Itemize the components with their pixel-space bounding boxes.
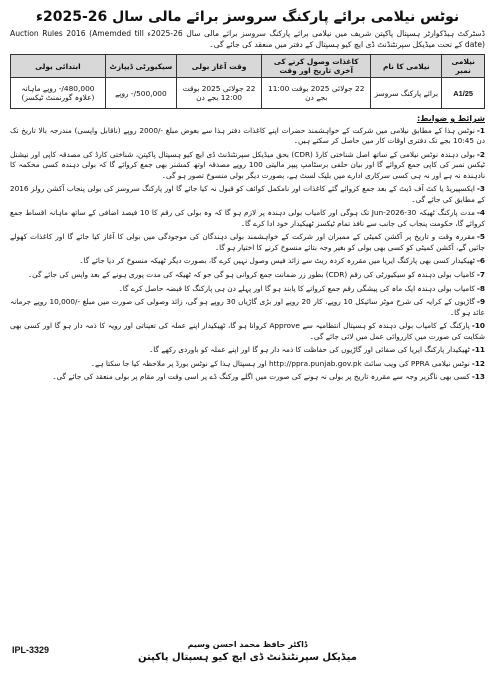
notice-title: نوٹس نیلامی برائے پارکنگ سروسز برائے مالی سال 26-2025ء xyxy=(35,9,460,25)
term-text: ٹھیکیدار پارکنگ ایریا کی صفائی اور گاڑیوں کی حفاظت کا ذمہ دار ہو گا اور اپنے عملہ کو باوردی رکھے گا۔ xyxy=(149,345,470,355)
list-item xyxy=(10,232,485,253)
term-text: کامیاب بولی دہندہ ایک ماہ کی پیشگی رقم جمع کروانے کا پابند ہو گا اور پہلے دن ہی پارکنگ کا قبضہ حاصل کرے گا۔ xyxy=(118,283,475,293)
term-number: 10- xyxy=(471,321,485,331)
signature-block xyxy=(0,639,495,665)
term-number: 7- xyxy=(476,270,485,279)
tender-table xyxy=(10,54,485,109)
signatory-name: ڈاکٹر حافظ محمد احسن وسیم xyxy=(187,640,308,649)
term-text: کامیاب بولی دہندہ کو سیکیورٹی کی رقم (CDR) بطور زر ضمانت جمع کروانی ہو گی جو کہ ٹھیکہ کی مدت پوری ہونے کے بعد واپس کی جائے گی۔ xyxy=(27,270,475,279)
term-text: پارکنگ کے کامیاب بولی دہندہ کو ہسپتال انتظامیہ سے Approve کروانا ہو گا، ٹھیکیدار اپنے عملہ کی تعیناتی اور رویہ کا ذمہ دار ہو گا اور کسی بھی شکایت کی صورت میں کارروائی عمل میں لائی جائے گی۔ xyxy=(10,321,485,341)
list-item xyxy=(10,150,485,181)
header-auction-no: نیلامی نمبر xyxy=(442,55,485,78)
term-text: ایکسپیریڈ یا کٹ آف ڈیٹ کے بعد جمع کروائے گئے کاغذات اور نامکمل کوائف کو قبول نہ کیا جائے گا اور پارکنگ سروسز کی بولی پنجاب آکشن رولز 2016 کے مطابق کی جائے گی۔ xyxy=(10,184,485,204)
term-text: نوٹس نیلامی PPRA کی ویب سائٹ http://ppra.punjab.gov.pk اور ہسپتال ہذا کے نوٹس بورڈ پر ملاحظہ کیا جا سکتا ہے۔ xyxy=(90,358,470,368)
tender-table-header xyxy=(11,55,485,78)
list-item xyxy=(10,321,485,342)
cell-security-deposit: 500,000/- روپے xyxy=(105,78,176,109)
term-text: مدت پارکنگ ٹھیکہ 30-Jun-2026 تک ہوگی اور کامیاب بولی دہندہ پر لازم ہو گا کہ وہ بولی کی رقم کا 10 فیصد اضافی کے ساتھ ماہانہ اقساط جمع کروائے گا، حکومت پنجاب کی جانب سے نافذ تمام ٹیکسز ٹھیکیدار خود ادا کرے گا۔ xyxy=(10,208,485,228)
list-item xyxy=(10,372,485,382)
signatory-title: میڈیکل سپرنٹنڈنٹ ڈی ایچ کیو ہسپتال پاکپتن xyxy=(138,652,357,663)
term-text: بولی دہندہ نوٹس نیلامی کے ساتھ اصل شناختی کارڈ (CDR) بحق میڈیکل سپرنٹنڈنٹ ڈی ایچ کیو ہسپتال پاکپتن، شناختی کارڈ کی مصدقہ کاپی اور نیشنل ٹیکس نمبر کی کاپی جمع کروائے گا اور بیان حلفی برسٹامپ پیپر مالیتی 100 روپے مصدقہ اوتھ کمشنر بھی جمع کروائے گا کہ بولی دہندہ کسی محکمہ کا نادہندہ نہ ہے اور نہ ہی کسی سرکاری ادارے میں بلیک لسٹ ہے، بصورت دیگر بولی منسوخ تصور ہو گی۔ xyxy=(10,150,485,180)
table-row xyxy=(11,78,485,109)
notice-intro: ڈسٹرکٹ ہیڈکوارٹر ہسپتال پاکپتن شریف میں نیلامی برائے پارکنگ سروسز برائے مالی سال 26-2025ء Auction Rules 2016 (Amemded till date) کے تحت میڈیکل سپرنٹنڈنٹ ڈی ایچ کیو ہسپتال کے دفتر میں منعقد کی جائے گی۔ xyxy=(10,29,485,49)
term-number: 5- xyxy=(476,232,485,242)
term-number: 4- xyxy=(476,208,485,218)
term-number: 12- xyxy=(471,358,485,368)
header-auction-name: نیلامی کا نام xyxy=(371,55,442,78)
terms-list xyxy=(10,126,485,383)
term-number: 2- xyxy=(476,150,485,159)
list-item xyxy=(10,297,485,318)
list-item xyxy=(10,126,485,147)
header-deadline: کاغذات وصول کرنے کی آخری تاریخ اور وقت xyxy=(262,55,371,78)
term-number: 3- xyxy=(476,184,485,194)
header-initial-bid: ابتدائی بولی xyxy=(11,55,106,78)
term-number: 6- xyxy=(476,256,485,266)
term-number: 13- xyxy=(471,372,485,382)
list-item xyxy=(10,345,485,355)
cell-auction-name: برائے پارکنگ سروسز xyxy=(371,78,442,109)
list-item xyxy=(10,184,485,205)
list-item xyxy=(10,256,485,266)
list-item xyxy=(10,208,485,229)
cell-start-time: 22 جولائی 2025 بوقت 12:00 بجے دن xyxy=(176,78,261,109)
list-item xyxy=(10,270,485,280)
term-number: 11- xyxy=(471,345,485,355)
list-item xyxy=(10,284,485,294)
cell-initial-bid: 480,000/- روپے ماہانہ (علاوہ گورنمنٹ ٹیکسز) xyxy=(11,78,106,109)
term-text: مقررہ وقت و تاریخ پر آکشن کمیٹی کے ممبران اور شرکت کے خواہشمند بولی دہندگان کی موجودگی میں بولی کا آغاز کیا جائے گا اور کاغذات کھولے جائیں گے، آکشن کمیٹی کو کسی بھی بولی کو بغیر وجہ بتائے منسوخ کرنے کا اختیار ہو گا۔ xyxy=(10,232,485,252)
cell-auction-no: A1/25 xyxy=(442,78,485,109)
term-text: نوٹس ہذا کے مطابق نیلامی میں شرکت کے خواہشمند حضرات اپنے کاغذات دفتر ہذا سے بعوض مبلغ -/2000 روپے (ناقابل واپسی) مندرجہ بالا تاریخ تک دن 10:45 بجے تک دفتری اوقات کار میں حاصل کر سکتے ہیں۔ xyxy=(10,126,485,146)
header-start-time: وقت آغاز بولی xyxy=(176,55,261,78)
terms-heading: شرائط و ضوابط: xyxy=(417,114,485,123)
term-text: گاڑیوں کے کرایہ کی شرح موٹر سائیکل 10 روپے، کار 20 روپے اور بڑی گاڑیاں 30 روپے ہو گی، زائد وصولی کی صورت میں مبلغ -/10,000 روپے جرمانہ عائد ہو گا۔ xyxy=(10,297,485,317)
term-number: 1- xyxy=(476,126,485,135)
term-number: 8- xyxy=(476,283,485,293)
term-text: ٹھیکیدار کسی بھی پارکنگ ایریا میں مقررہ کردہ ریٹ سے زائد فیس وصول نہیں کرے گا، بصورت دیگر ٹھیکہ منسوخ کر دیا جائے گا۔ xyxy=(79,256,475,266)
ipl-code: IPL-3329 xyxy=(12,645,50,655)
term-number: 9- xyxy=(476,297,486,307)
term-text: کسی بھی ناگزیر وجہ سے مقررہ تاریخ پر بولی نہ ہونے کی صورت میں اگلے ورکنگ ڈے پر اسی وقت اور مقام پر بولی منعقد کی جائے گی۔ xyxy=(52,372,470,382)
cell-deadline: 22 جولائی 2025 بوقت 11:00 بجے دن xyxy=(262,78,371,109)
list-item xyxy=(10,359,485,369)
header-security-deposit: سیکیورٹی ڈیپازٹ xyxy=(105,55,176,78)
